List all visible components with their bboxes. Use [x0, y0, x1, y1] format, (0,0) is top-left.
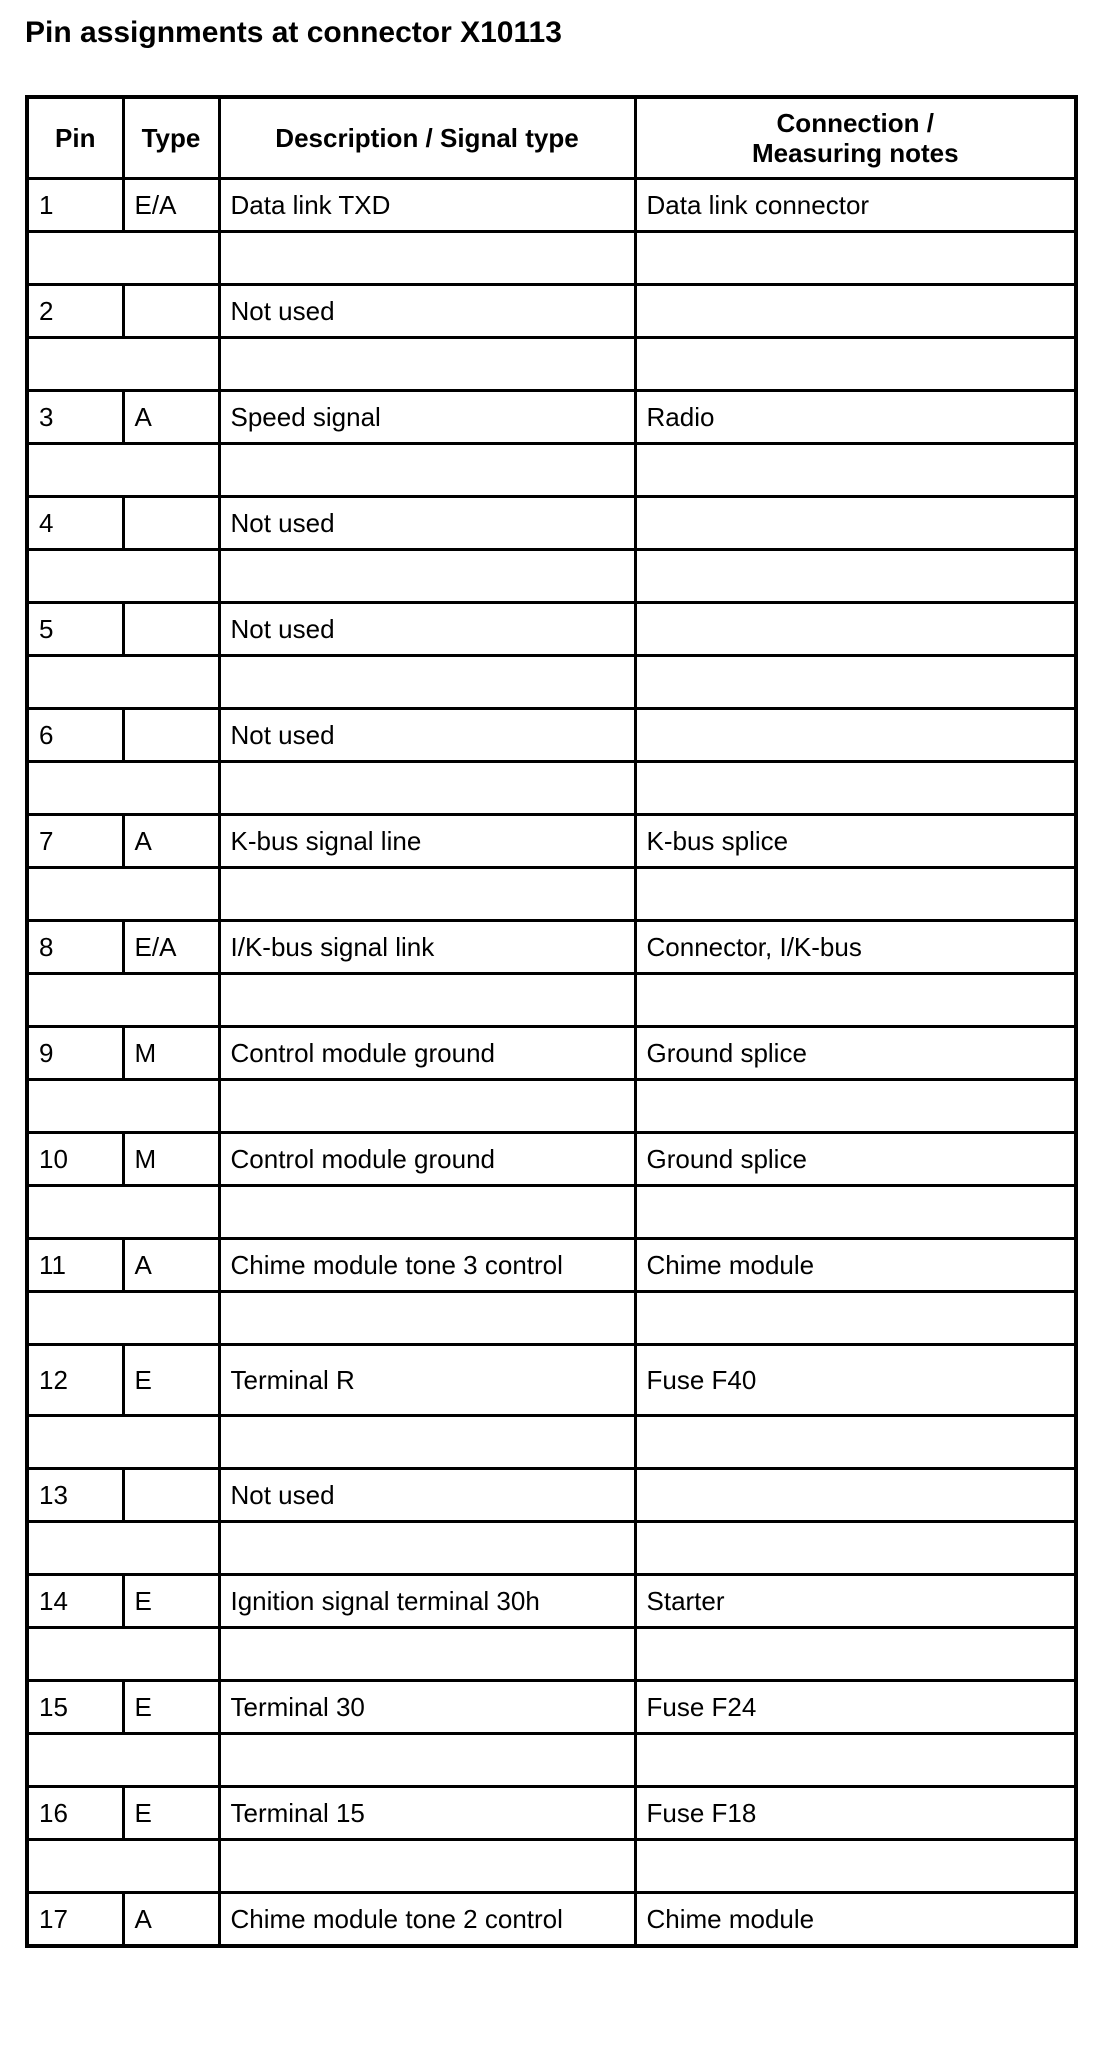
type-cell: E [123, 1787, 219, 1840]
connection-cell: Fuse F18 [635, 1787, 1076, 1840]
connection-cell: Starter [635, 1575, 1076, 1628]
pin-cell: 9 [27, 1027, 123, 1080]
connection-cell: Fuse F24 [635, 1681, 1076, 1734]
connection-cell: K-bus splice [635, 815, 1076, 868]
type-cell: E/A [123, 179, 219, 232]
type-cell: E [123, 1345, 219, 1416]
connection-cell: Data link connector [635, 179, 1076, 232]
pin-cell: 8 [27, 921, 123, 974]
spacer-cell [219, 1840, 635, 1893]
spacer-cell [219, 1080, 635, 1133]
spacer-cell [27, 1080, 219, 1133]
spacer-row [27, 868, 1076, 921]
table-row [27, 1893, 1076, 1947]
header-connection-line2: Measuring notes [751, 138, 959, 168]
table-row [27, 1027, 1076, 1080]
pin-cell: 13 [27, 1469, 123, 1522]
spacer-cell [27, 868, 219, 921]
description-cell: K-bus signal line [219, 815, 635, 868]
connection-cell: Fuse F40 [635, 1345, 1076, 1416]
spacer-cell [635, 338, 1076, 391]
spacer-cell [635, 974, 1076, 1027]
table-row [27, 179, 1076, 232]
pin-cell: 12 [27, 1345, 123, 1416]
table-row [27, 1345, 1076, 1416]
table-header-row [27, 97, 1076, 179]
spacer-cell [219, 550, 635, 603]
table-row [27, 1787, 1076, 1840]
pin-cell: 17 [27, 1893, 123, 1947]
pin-cell: 3 [27, 391, 123, 444]
spacer-row [27, 974, 1076, 1027]
pin-assignment-table [25, 95, 1078, 1948]
pin-cell: 15 [27, 1681, 123, 1734]
spacer-cell [219, 1416, 635, 1469]
connection-cell [635, 1469, 1076, 1522]
spacer-cell [219, 1292, 635, 1345]
spacer-row [27, 1628, 1076, 1681]
spacer-cell [635, 1292, 1076, 1345]
spacer-cell [219, 338, 635, 391]
description-cell: Not used [219, 497, 635, 550]
spacer-row [27, 550, 1076, 603]
connection-cell: Ground splice [635, 1027, 1076, 1080]
spacer-row [27, 232, 1076, 285]
spacer-row [27, 444, 1076, 497]
type-cell: M [123, 1027, 219, 1080]
pin-cell: 6 [27, 709, 123, 762]
description-cell: Not used [219, 603, 635, 656]
spacer-cell [635, 868, 1076, 921]
type-cell: A [123, 1893, 219, 1947]
spacer-cell [27, 338, 219, 391]
connection-cell [635, 285, 1076, 338]
spacer-cell [635, 1840, 1076, 1893]
pin-cell: 14 [27, 1575, 123, 1628]
spacer-cell [219, 232, 635, 285]
type-cell [123, 709, 219, 762]
description-cell: Not used [219, 285, 635, 338]
connection-cell: Ground splice [635, 1133, 1076, 1186]
table-row [27, 603, 1076, 656]
type-cell: E/A [123, 921, 219, 974]
pin-cell: 10 [27, 1133, 123, 1186]
spacer-cell [27, 1840, 219, 1893]
spacer-cell [219, 1522, 635, 1575]
type-cell: M [123, 1133, 219, 1186]
spacer-row [27, 1734, 1076, 1787]
spacer-cell [219, 974, 635, 1027]
spacer-cell [635, 232, 1076, 285]
description-cell: Terminal 15 [219, 1787, 635, 1840]
spacer-row [27, 1186, 1076, 1239]
table-row [27, 285, 1076, 338]
description-cell: Not used [219, 709, 635, 762]
type-cell [123, 603, 219, 656]
spacer-cell [219, 868, 635, 921]
pin-cell: 11 [27, 1239, 123, 1292]
spacer-cell [27, 1734, 219, 1787]
spacer-cell [635, 1080, 1076, 1133]
description-cell: Ignition signal terminal 30h [219, 1575, 635, 1628]
connection-cell: Radio [635, 391, 1076, 444]
description-cell: Terminal 30 [219, 1681, 635, 1734]
spacer-cell [635, 1186, 1076, 1239]
pin-cell: 7 [27, 815, 123, 868]
type-cell: A [123, 391, 219, 444]
pin-cell: 16 [27, 1787, 123, 1840]
spacer-cell [635, 656, 1076, 709]
description-cell: Control module ground [219, 1027, 635, 1080]
type-cell: A [123, 1239, 219, 1292]
spacer-cell [635, 1522, 1076, 1575]
connection-cell: Chime module [635, 1893, 1076, 1947]
pin-cell: 4 [27, 497, 123, 550]
spacer-row [27, 656, 1076, 709]
spacer-cell [635, 1734, 1076, 1787]
header-connection [635, 97, 1076, 179]
type-cell [123, 285, 219, 338]
type-cell: A [123, 815, 219, 868]
spacer-cell [635, 550, 1076, 603]
spacer-row [27, 1416, 1076, 1469]
table-row [27, 921, 1076, 974]
header-type: Type [123, 97, 219, 179]
description-cell: Chime module tone 3 control [219, 1239, 635, 1292]
page-title: Pin assignments at connector X10113 [25, 16, 562, 49]
table-row [27, 1681, 1076, 1734]
table-row [27, 391, 1076, 444]
spacer-cell [27, 1522, 219, 1575]
table-row [27, 1575, 1076, 1628]
table-row [27, 1133, 1076, 1186]
pin-cell: 2 [27, 285, 123, 338]
spacer-cell [27, 444, 219, 497]
connection-cell [635, 497, 1076, 550]
description-cell: Speed signal [219, 391, 635, 444]
spacer-row [27, 338, 1076, 391]
spacer-cell [635, 1416, 1076, 1469]
spacer-cell [27, 762, 219, 815]
table-row [27, 1469, 1076, 1522]
table-row [27, 1239, 1076, 1292]
spacer-cell [219, 444, 635, 497]
description-cell: Chime module tone 2 control [219, 1893, 635, 1947]
spacer-cell [219, 1628, 635, 1681]
spacer-cell [635, 1628, 1076, 1681]
header-description: Description / Signal type [219, 97, 635, 179]
connection-cell [635, 709, 1076, 762]
spacer-cell [27, 1628, 219, 1681]
connection-cell: Connector, I/K-bus [635, 921, 1076, 974]
table-row [27, 815, 1076, 868]
spacer-cell [27, 1186, 219, 1239]
description-cell: Terminal R [219, 1345, 635, 1416]
spacer-cell [27, 550, 219, 603]
spacer-row [27, 1292, 1076, 1345]
spacer-cell [27, 1416, 219, 1469]
spacer-cell [635, 444, 1076, 497]
spacer-cell [27, 1292, 219, 1345]
spacer-cell [219, 656, 635, 709]
spacer-cell [219, 762, 635, 815]
spacer-row [27, 1840, 1076, 1893]
table-body [27, 179, 1076, 1947]
spacer-cell [27, 232, 219, 285]
connection-cell: Chime module [635, 1239, 1076, 1292]
type-cell: E [123, 1575, 219, 1628]
spacer-cell [219, 1186, 635, 1239]
description-cell: Not used [219, 1469, 635, 1522]
pin-cell: 1 [27, 179, 123, 232]
spacer-row [27, 1080, 1076, 1133]
description-cell: Control module ground [219, 1133, 635, 1186]
type-cell [123, 497, 219, 550]
description-cell: I/K-bus signal link [219, 921, 635, 974]
table-row [27, 709, 1076, 762]
header-connection-line1: Connection / [776, 108, 934, 138]
spacer-cell [27, 974, 219, 1027]
spacer-row [27, 1522, 1076, 1575]
spacer-cell [27, 656, 219, 709]
spacer-cell [635, 762, 1076, 815]
header-pin: Pin [27, 97, 123, 179]
pin-cell: 5 [27, 603, 123, 656]
type-cell [123, 1469, 219, 1522]
spacer-cell [219, 1734, 635, 1787]
connection-cell [635, 603, 1076, 656]
type-cell: E [123, 1681, 219, 1734]
description-cell: Data link TXD [219, 179, 635, 232]
table-row [27, 497, 1076, 550]
spacer-row [27, 762, 1076, 815]
